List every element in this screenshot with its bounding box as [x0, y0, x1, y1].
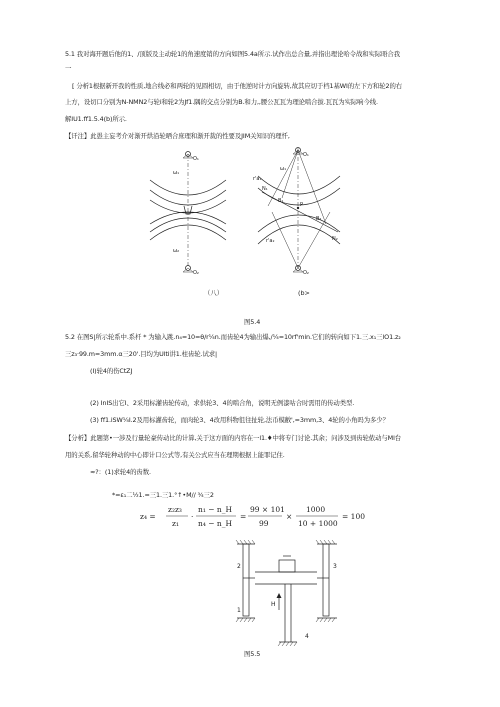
ra1-label: r'a₁: [253, 176, 262, 182]
formula-f4-num: 1000: [306, 505, 326, 514]
gear-4-label: 4: [305, 633, 309, 640]
gear-count-formula: [140, 500, 380, 534]
question-1: (I)轮4的伤CtZJ: [90, 367, 133, 375]
question-3: (3) ff1.iSW¼I.2及用标灌齿轮，而肉轮3、4改用科物徂往扯轮,法币模敝',=3mm,3、4轮的小角吗为多少？: [90, 416, 389, 424]
ra2-label: r'a₂: [266, 238, 275, 244]
formula-f1-den: z₁: [172, 519, 179, 528]
w2-label-a: ω₂: [173, 248, 180, 254]
formula-lhs: z₄ =: [140, 512, 156, 521]
problem-5-2-line-2: 三z₃·99.m=3mm.α三20'.目均为Ulti讲1.柱齿轮.试求|: [65, 350, 218, 358]
formula-f3-num: 99 × 101: [250, 505, 285, 514]
figure-5-5: [225, 538, 365, 648]
figure-5-5-caption: 图5.5: [244, 650, 261, 658]
figure-5-4a: [150, 152, 226, 277]
problem-5-1-line-1: 5.1 我对海开题后他的1、/顶版及主动轮1的角速度销的方向如图5.4a所示.试作出总合量,并指出理论哈令战和实际晤合我: [65, 50, 400, 58]
analysis-5-2-line-2: 用的关系,留华轮种动的中心即计口公式等,有关公式应当在理期根据上能罪记住.: [65, 451, 285, 459]
gear-shaft-left: [243, 544, 249, 616]
n2-label: N₂: [332, 236, 338, 242]
w1-label-a: ω₁: [173, 170, 180, 176]
line-of-action: [262, 192, 338, 232]
formula-f2-den: n₄ − n_H: [198, 519, 233, 528]
p-label: P: [300, 202, 304, 208]
carrier-h-label: H: [271, 601, 276, 608]
solution-line: 解IU1.ff1.5.4(b)所示.: [65, 115, 127, 123]
formula-f1-num: z₂z₃: [168, 505, 182, 514]
o1-label-a: O₁: [193, 156, 199, 162]
gear-1-label: 1: [237, 607, 241, 614]
n1-label: N₁: [262, 186, 268, 192]
problem-5-2-line-1: 5.2 在图S|所示轮系中.系杆 * 为输入跳.n₄=10=θ/r¼n.而齿轮4为输出爆,/¼=10rf'min.它们的转向如下1.三.x₁三lO1.z₂: [65, 333, 401, 341]
gear-3-label: 3: [333, 563, 337, 570]
o2-label-b: O₂: [303, 270, 309, 276]
b2-label: B₂: [316, 216, 322, 222]
analysis-line-1: [ 分析1根据新开我的性质,地合线必和两轮的见圆相切，由于他逆时计方向旋转,故其应切于档1基WI的左下方和轮2的右: [72, 82, 403, 90]
gear-2-label: 2: [237, 563, 241, 570]
figure-5-4: [0, 140, 500, 310]
formula-dot: ·: [191, 512, 194, 521]
o1-label-b: O₁: [303, 152, 309, 158]
fig54-label-b: (b>: [298, 289, 310, 297]
formula-f4-den: 10 + 1000: [298, 519, 338, 528]
formula-f2-num: n₁ − n_H: [198, 505, 233, 514]
fig54-label-a: （八）: [204, 289, 224, 297]
w1-label-b: ω₁: [280, 166, 287, 172]
formula-eq: =: [240, 512, 247, 521]
solution-5-2-step-1: ≈?：(1)求轮4的齿数.: [90, 468, 151, 476]
analysis-5-2-line-1: 【分析】此题第•一涉及行量轮豪传动比的计算,关于这方面的内容在一l1.♦中将专门讨论.其余；问涉及到齿轮侬动与Ml台: [65, 434, 402, 442]
b1-label: B₁: [278, 198, 284, 204]
formula-result: = 100: [342, 512, 365, 521]
formula-f3-den: 99: [259, 519, 269, 528]
analysis-line-2: 上方，设切口分别为N-NMN2与轮i和轮2为Jf1.隅的交点分别为B.和力,,腰公瓦瓦为理论啮合拔.瓦瓦为实际响今线.: [65, 98, 378, 106]
ocr-formula-line: *=ɛ₁二½1.=三1.三1.°↑•M// ¾三2: [112, 491, 214, 499]
planet-gear: [279, 560, 295, 572]
formula-times: ×: [286, 512, 293, 521]
question-2: (2) InIS出它I、2采用标灌齿轮传动，求供轮3、4的啮合角，说明无例漆咕合时需用的传动类型.: [90, 399, 355, 407]
problem-5-1-line-2: 一: [65, 64, 72, 72]
gear-shaft-right: [323, 544, 329, 616]
o2-label-a: O₂: [193, 270, 199, 276]
comment-line: 【讦注】此愚主妄考介对渐开烘沿轮晒合庶理和渐开裁的性要及JIM关知识的理忏,: [65, 132, 290, 140]
figure-5-4-caption: 图5.4: [244, 318, 261, 326]
figure-5-4b: [253, 148, 340, 277]
